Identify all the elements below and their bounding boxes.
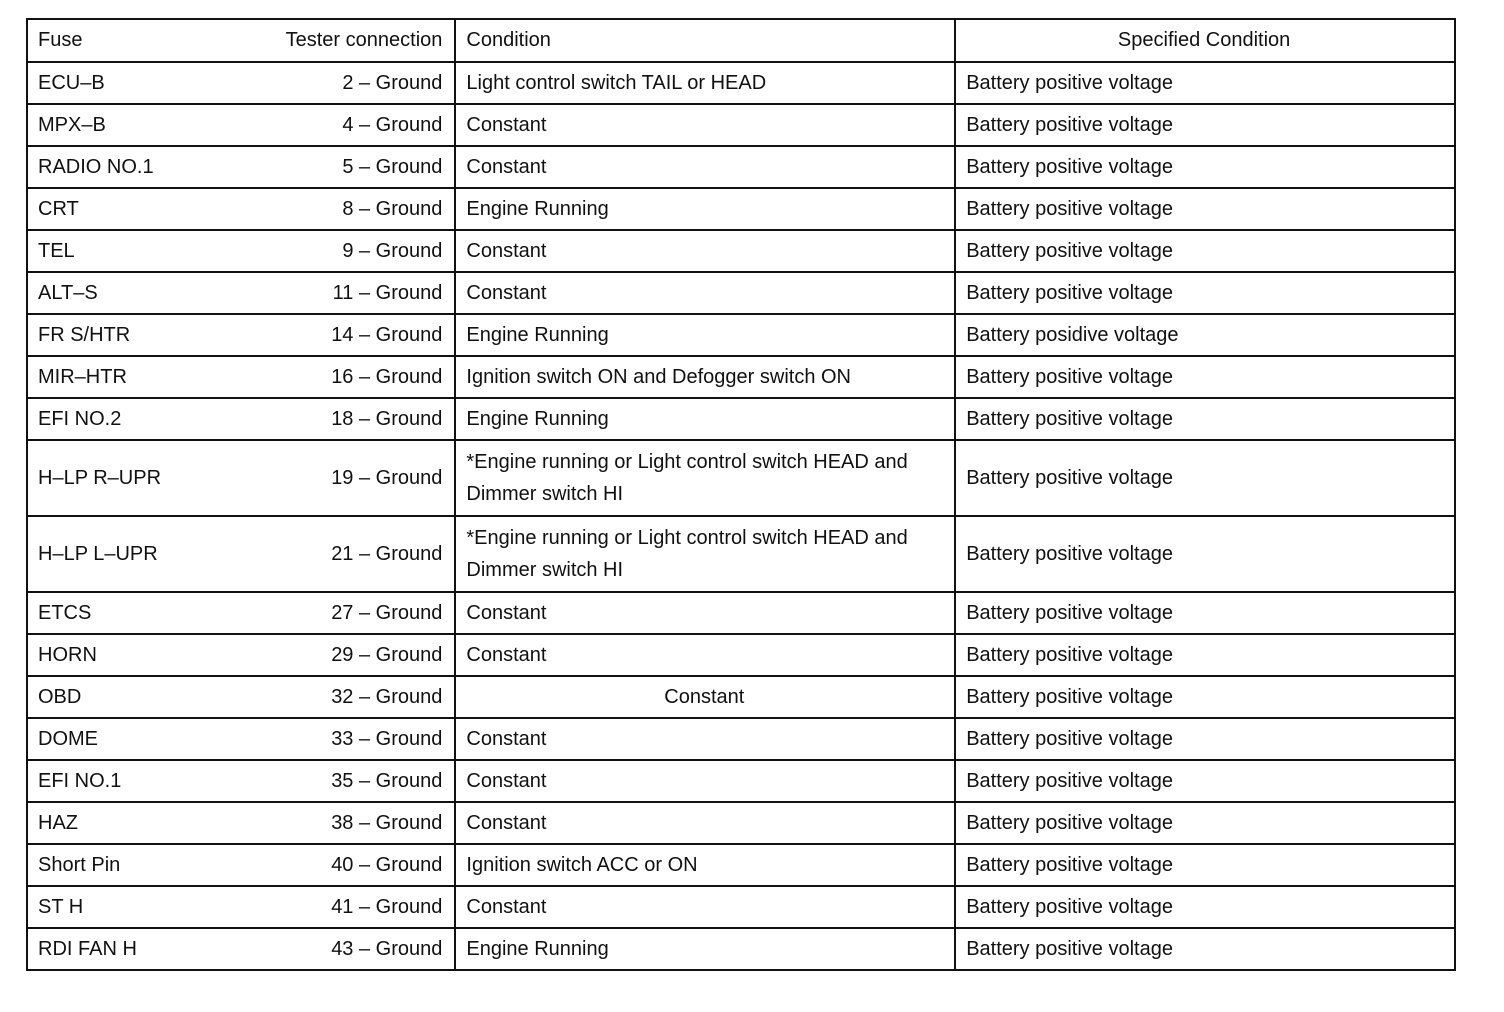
table-row bbox=[27, 104, 1455, 146]
tester-connection: 27 – Ground bbox=[331, 601, 443, 624]
tester-connection: 41 – Ground bbox=[331, 895, 443, 918]
specified-condition-cell: Battery positive voltage bbox=[955, 516, 1455, 592]
table-row bbox=[27, 886, 1455, 928]
fuse-tester-cell bbox=[27, 676, 455, 718]
condition-cell: Constant bbox=[455, 230, 955, 272]
tester-connection: 14 – Ground bbox=[331, 323, 443, 346]
condition-cell: Ignition switch ACC or ON bbox=[455, 844, 955, 886]
table-row bbox=[27, 718, 1455, 760]
fuse-name: ST H bbox=[38, 895, 84, 918]
condition-cell: *Engine running or Light control switch HEAD and Dimmer switch HI bbox=[455, 516, 955, 592]
fuse-name: EFI NO.2 bbox=[38, 407, 122, 430]
fuse-tester-cell bbox=[27, 760, 455, 802]
condition-cell: Engine Running bbox=[455, 928, 955, 970]
specified-condition-cell: Battery positive voltage bbox=[955, 634, 1455, 676]
fuse-tester-cell bbox=[27, 104, 455, 146]
condition-cell: Constant bbox=[455, 802, 955, 844]
specified-condition-column-header: Specified Condition bbox=[955, 19, 1455, 62]
tester-connection: 38 – Ground bbox=[331, 811, 443, 834]
condition-cell: Constant bbox=[455, 676, 955, 718]
tester-connection: 2 – Ground bbox=[342, 71, 443, 94]
specified-condition-cell: Battery positive voltage bbox=[955, 440, 1455, 516]
fuse-name: H–LP R–UPR bbox=[38, 466, 162, 489]
specified-condition-cell: Battery positive voltage bbox=[955, 802, 1455, 844]
tester-connection: 40 – Ground bbox=[331, 853, 443, 876]
specified-condition-cell: Battery positive voltage bbox=[955, 676, 1455, 718]
table-row bbox=[27, 62, 1455, 104]
specified-condition-cell: Battery positive voltage bbox=[955, 398, 1455, 440]
fuse-tester-cell bbox=[27, 886, 455, 928]
table-row bbox=[27, 802, 1455, 844]
table-row bbox=[27, 356, 1455, 398]
condition-cell: Engine Running bbox=[455, 314, 955, 356]
tester-connection: 35 – Ground bbox=[331, 769, 443, 792]
fuse-name: DOME bbox=[38, 727, 98, 750]
tester-connection: 33 – Ground bbox=[331, 727, 443, 750]
condition-cell: Constant bbox=[455, 592, 955, 634]
fuse-name: H–LP L–UPR bbox=[38, 542, 158, 565]
tester-connection: 43 – Ground bbox=[331, 937, 443, 960]
condition-cell: Constant bbox=[455, 718, 955, 760]
fuse-tester-header bbox=[27, 19, 455, 62]
specified-condition-cell: Battery positive voltage bbox=[955, 356, 1455, 398]
fuse-name: HAZ bbox=[38, 811, 78, 834]
table-row bbox=[27, 760, 1455, 802]
specified-condition-cell: Battery positive voltage bbox=[955, 928, 1455, 970]
fuse-tester-cell bbox=[27, 592, 455, 634]
table-row bbox=[27, 928, 1455, 970]
fuse-tester-cell bbox=[27, 230, 455, 272]
fuse-tester-cell bbox=[27, 188, 455, 230]
table-row bbox=[27, 398, 1455, 440]
fuse-tester-cell bbox=[27, 356, 455, 398]
fuse-name: Short Pin bbox=[38, 853, 121, 876]
tester-connection: 19 – Ground bbox=[331, 466, 443, 489]
condition-cell: Light control switch TAIL or HEAD bbox=[455, 62, 955, 104]
specified-condition-cell: Battery positive voltage bbox=[955, 886, 1455, 928]
condition-cell: Engine Running bbox=[455, 398, 955, 440]
condition-cell: Ignition switch ON and Defogger switch ON bbox=[455, 356, 955, 398]
tester-connection: 18 – Ground bbox=[331, 407, 443, 430]
tester-connection-column-header: Tester connection bbox=[285, 29, 443, 51]
table-row bbox=[27, 676, 1455, 718]
specified-condition-cell: Battery positive voltage bbox=[955, 272, 1455, 314]
fuse-tester-cell bbox=[27, 634, 455, 676]
condition-cell: Constant bbox=[455, 634, 955, 676]
fuse-name: ECU–B bbox=[38, 71, 105, 94]
tester-connection: 21 – Ground bbox=[331, 542, 443, 565]
tester-connection: 29 – Ground bbox=[331, 643, 443, 666]
tester-connection: 4 – Ground bbox=[342, 113, 443, 136]
tester-connection: 5 – Ground bbox=[342, 155, 443, 178]
specified-condition-cell: Battery positive voltage bbox=[955, 592, 1455, 634]
specified-condition-cell: Battery positive voltage bbox=[955, 146, 1455, 188]
table-row bbox=[27, 146, 1455, 188]
fuse-name: MIR–HTR bbox=[38, 365, 127, 388]
condition-cell: Constant bbox=[455, 146, 955, 188]
specified-condition-cell: Battery positive voltage bbox=[955, 230, 1455, 272]
condition-cell: Constant bbox=[455, 760, 955, 802]
tester-connection: 16 – Ground bbox=[331, 365, 443, 388]
table-row bbox=[27, 314, 1455, 356]
condition-cell: Constant bbox=[455, 886, 955, 928]
table-row bbox=[27, 844, 1455, 886]
fuse-inspection-table bbox=[26, 18, 1456, 971]
specified-condition-cell: Battery positive voltage bbox=[955, 62, 1455, 104]
fuse-name: CRT bbox=[38, 197, 79, 220]
fuse-name: EFI NO.1 bbox=[38, 769, 122, 792]
fuse-tester-cell bbox=[27, 272, 455, 314]
fuse-name: HORN bbox=[38, 643, 97, 666]
table-row bbox=[27, 516, 1455, 592]
fuse-tester-cell bbox=[27, 718, 455, 760]
table-row bbox=[27, 272, 1455, 314]
specified-condition-cell: Battery positive voltage bbox=[955, 760, 1455, 802]
fuse-name: MPX–B bbox=[38, 113, 106, 136]
fuse-tester-cell bbox=[27, 314, 455, 356]
fuse-tester-cell bbox=[27, 398, 455, 440]
table-row bbox=[27, 230, 1455, 272]
specified-condition-cell: Battery positive voltage bbox=[955, 844, 1455, 886]
specified-condition-cell: Battery positive voltage bbox=[955, 718, 1455, 760]
fuse-name: RDI FAN H bbox=[38, 937, 137, 960]
fuse-column-header: Fuse bbox=[38, 29, 83, 51]
specified-condition-cell: Battery positive voltage bbox=[955, 188, 1455, 230]
fuse-name: OBD bbox=[38, 685, 82, 708]
fuse-name: TEL bbox=[38, 239, 75, 262]
table-row bbox=[27, 440, 1455, 516]
fuse-name: ALT–S bbox=[38, 281, 98, 304]
condition-cell: Constant bbox=[455, 272, 955, 314]
fuse-tester-cell bbox=[27, 802, 455, 844]
fuse-tester-cell bbox=[27, 146, 455, 188]
condition-cell: *Engine running or Light control switch HEAD and Dimmer switch HI bbox=[455, 440, 955, 516]
condition-cell: Constant bbox=[455, 104, 955, 146]
fuse-tester-cell bbox=[27, 440, 455, 516]
condition-column-header: Condition bbox=[455, 19, 955, 62]
table-row bbox=[27, 634, 1455, 676]
fuse-name: FR S/HTR bbox=[38, 323, 131, 346]
fuse-name: RADIO NO.1 bbox=[38, 155, 154, 178]
specified-condition-cell: Battery posidive voltage bbox=[955, 314, 1455, 356]
table-header-row bbox=[27, 19, 1455, 62]
fuse-name: ETCS bbox=[38, 601, 92, 624]
tester-connection: 32 – Ground bbox=[331, 685, 443, 708]
fuse-tester-cell bbox=[27, 62, 455, 104]
specified-condition-cell: Battery positive voltage bbox=[955, 104, 1455, 146]
fuse-tester-cell bbox=[27, 516, 455, 592]
condition-cell: Engine Running bbox=[455, 188, 955, 230]
table-row bbox=[27, 188, 1455, 230]
table-row bbox=[27, 592, 1455, 634]
fuse-tester-cell bbox=[27, 844, 455, 886]
fuse-tester-cell bbox=[27, 928, 455, 970]
tester-connection: 8 – Ground bbox=[342, 197, 443, 220]
tester-connection: 11 – Ground bbox=[332, 281, 443, 304]
tester-connection: 9 – Ground bbox=[342, 239, 443, 262]
